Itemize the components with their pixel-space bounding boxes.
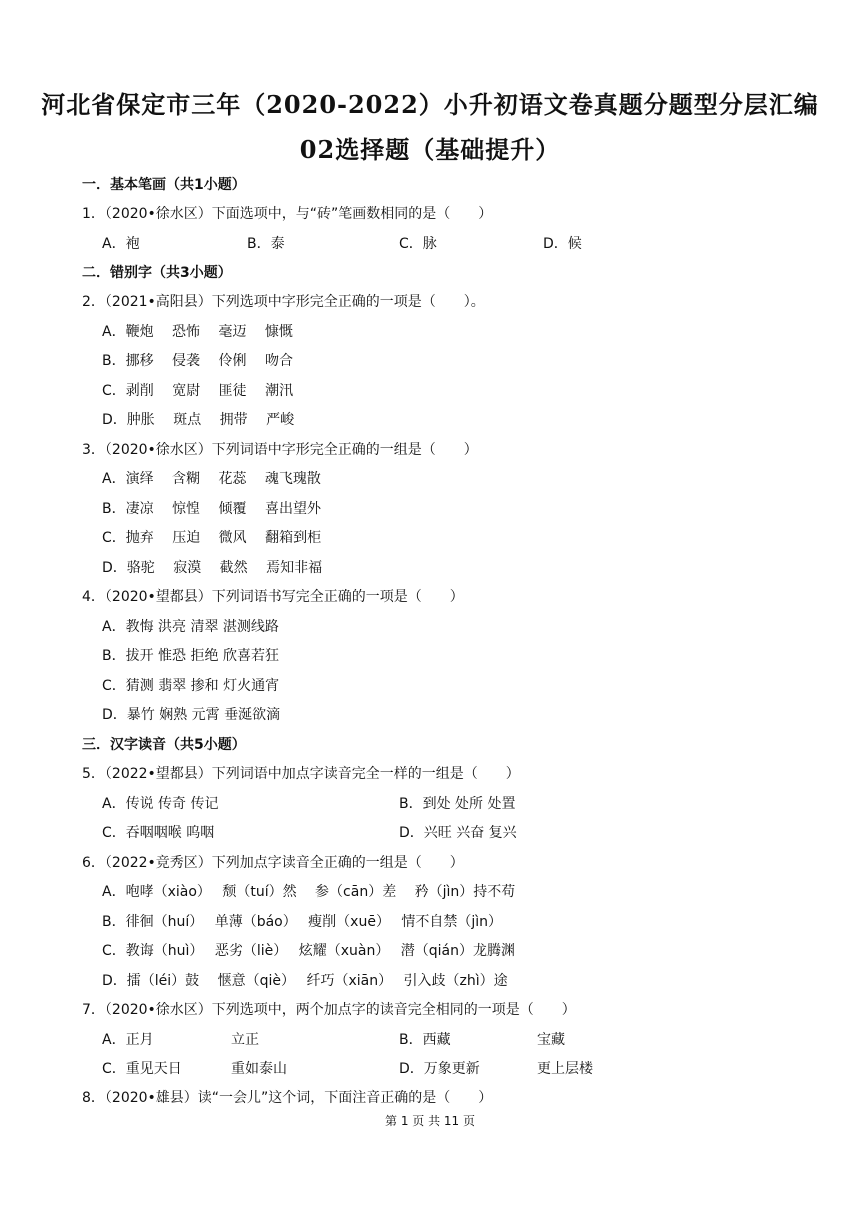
question-1-option-b: B．泰 [247,236,285,252]
question-7-option-a-word2: 立正 [231,1032,259,1048]
question-7-option-c-word2: 重如泰山 [231,1061,287,1077]
question-3-option-b: B．凄凉 惊惶 倾覆 喜出望外 [102,501,321,517]
question-4-stem: 4．（2020•望都县）下列词语书写完全正确的一项是（ ） [82,589,464,605]
question-2-option-c: C．剥削 宽尉 匪徒 潮汛 [102,383,294,399]
question-5-option-b: B．到处 处所 处置 [399,796,516,812]
question-5-option-c: C．吞咽咽喉 呜咽 [102,825,215,841]
question-1-option-d: D．候 [543,236,582,252]
question-8-stem: 8．（2020•雄县）读“一会儿”这个词，下面注音正确的是（ ） [82,1090,493,1106]
question-1-option-a: A．袍 [102,236,140,252]
question-6-option-c: C．教诲（huì） 恶劣（liè） 炫耀（xuàn） 潜（qián）龙腾渊 [102,943,515,959]
question-7-option-b: B．西藏 [399,1032,451,1048]
question-3-option-a: A．演绎 含糊 花蕊 魂飞瑰散 [102,471,321,487]
question-4-option-c: C．猜测 翡翠 掺和 灯火通宵 [102,678,280,694]
question-4-option-b: B．拔开 惟恐 拒绝 欣喜若狂 [102,648,279,664]
question-4-option-a: A．教悔 洪亮 清翠 湛测线路 [102,619,279,635]
question-1-stem: 1．（2020•徐水区）下面选项中，与“砖”笔画数相同的是（ ） [82,206,493,222]
question-7-option-d: D．万象更新 [399,1061,480,1077]
question-6-stem: 6．（2022•竞秀区）下列加点字读音全正确的一组是（ ） [82,855,464,871]
section-heading-pronunciation: 三．汉字读音（共5小题） [82,737,246,753]
question-2-option-b: B．挪移 侵袭 伶俐 吻合 [102,353,293,369]
document-title-line1: 河北省保定市三年（2020-2022）小升初语文卷真题分题型分层汇编 [41,90,819,119]
question-3-option-c: C．抛弃 压迫 微风 翻箱到柜 [102,530,322,546]
question-6-option-a: A．咆哮（xiào） 颓（tuí）然 参（cān）差 矜（jìn）持不苟 [102,884,516,900]
question-3-option-d: D．骆驼 寂漠 截然 焉知非福 [102,560,323,576]
section-heading-wrong-characters: 二．错别字（共3小题） [82,265,232,281]
question-6-option-b: B．徘徊（huí） 单薄（báo） 瘦削（xuē） 情不自禁（jìn） [102,914,503,930]
question-7-option-a: A．正月 [102,1032,154,1048]
page-footer: 第 1 页 共 11 页 [385,1114,475,1128]
question-2-stem: 2．（2021•高阳县）下列选项中字形完全正确的一项是（ ）。 [82,294,485,310]
question-2-option-d: D．肿胀 斑点 拥带 严峻 [102,412,295,428]
question-7-option-c: C．重见天日 [102,1061,182,1077]
question-7-option-b-word2: 宝藏 [537,1032,565,1048]
question-5-option-a: A．传说 传奇 传记 [102,796,219,812]
question-7-stem: 7．（2020•徐水区）下列选项中，两个加点字的读音完全相同的一项是（ ） [82,1002,576,1018]
question-6-option-d: D．擂（léi）鼓 惬意（qiè） 纤巧（xiān） 引入歧（zhì）途 [102,973,508,989]
document-title-line2: 02选择题（基础提升） [299,135,561,164]
question-5-stem: 5．（2022•望都县）下列词语中加点字读音完全一样的一组是（ ） [82,766,520,782]
question-7-option-d-word2: 更上层楼 [537,1061,593,1077]
section-heading-basic-strokes: 一．基本笔画（共1小题） [82,177,246,193]
question-3-stem: 3．（2020•徐水区）下列词语中字形完全正确的一组是（ ） [82,442,478,458]
question-2-option-a: A．鞭炮 恐怖 毫迈 慷慨 [102,324,293,340]
question-4-option-d: D．暴竹 娴熟 元霄 垂涎欲滴 [102,707,281,723]
question-5-option-d: D．兴旺 兴奋 复兴 [399,825,517,841]
question-1-option-c: C．脉 [399,236,437,252]
